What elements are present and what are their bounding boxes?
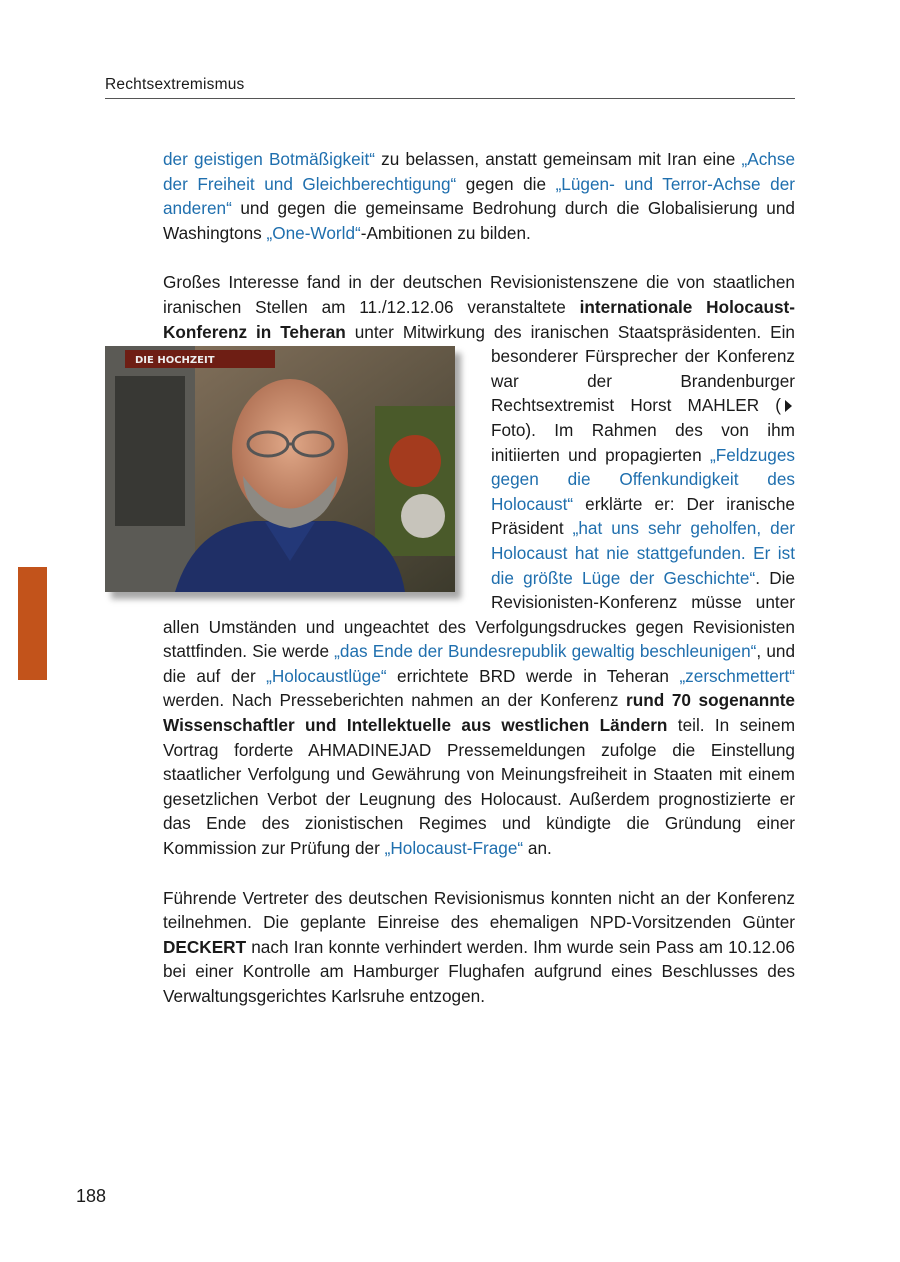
arrow-right-icon bbox=[785, 400, 792, 412]
page-number: 188 bbox=[76, 1186, 107, 1206]
text-run: teil. In seinem Vortrag forderte AHMADINEJAD Pressemeldungen zufolge die Einstellung staatlicher Verfolgung und Gewährung von Meinungsfreiheit in Staaten mit einem gesetzlichen Verbot der Leugnung des Holocaust. Außerdem prognostizierte er das Ende des zionistischen Regimes und kündigte die Gründung einer Kommission zur Prüfung der bbox=[163, 715, 796, 859]
paragraph-1 bbox=[163, 147, 795, 245]
quote: der geistigen Botmäßigkeit“ bbox=[163, 149, 375, 169]
running-head: Rechtsextremismus bbox=[105, 76, 795, 99]
text-run: , und die auf der bbox=[163, 641, 795, 686]
quote: „Achse der Freiheit und Gleichberechtigung“ bbox=[163, 149, 796, 194]
text-run: Führende Vertreter des deutschen Revisionismus konnten nicht an der Konferenz teilnehmen. Die geplante Einreise des ehemaligen NPD-Vorsitzenden Günter bbox=[163, 887, 795, 933]
quote: „One-World“ bbox=[266, 222, 361, 243]
paragraph-3 bbox=[163, 886, 795, 1009]
text-run: und gegen die gemeinsame Bedrohung durch die Globalisierung und Washingtons bbox=[163, 198, 795, 243]
text-run: . Die Revisionisten-Konferenz müsse unter allen Umständen und ungeachtet des Verfolgungsdruckes gegen Revisionisten stattfinden. Sie werde bbox=[163, 567, 795, 662]
text-run: erklärte er: Der iranische Präsident bbox=[491, 493, 795, 539]
body-text bbox=[135, 147, 796, 1034]
bold-run: rund 70 sogenannte Wissenschaftler und Intellektuelle aus westlichen Ländern bbox=[163, 690, 795, 736]
portrait-photo bbox=[105, 346, 455, 592]
quote: „Holocaust-Frage“ bbox=[384, 838, 524, 859]
bold-run: DECKERT bbox=[163, 936, 247, 957]
sign-text: DIE HOCHZEIT bbox=[135, 355, 215, 367]
text-run: nach Iran konnte verhindert werden. Ihm wurde sein Pass am 10.12.06 bei einer Kontrolle am Hamburger Flughafen aufgrund eines Beschlusses des Verwaltungsgerichtes Karlsruhe entzogen. bbox=[163, 936, 795, 1006]
text-run: -Ambitionen zu bilden. bbox=[360, 222, 531, 243]
paragraph-2 bbox=[135, 270, 796, 860]
text-run: errichtete BRD werde in Teheran bbox=[386, 665, 680, 686]
text-run: zu belassen, anstatt gemeinsam mit Iran eine bbox=[375, 149, 742, 169]
text-run: Foto). Im Rahmen des von ihm initiierten und propagierten bbox=[491, 419, 795, 465]
chapter-color-tab bbox=[18, 567, 47, 680]
quote: „Holocaustlüge“ bbox=[266, 665, 387, 686]
text-run: ranischen Staatspräsidenten. Ein besonderer Fürsprecher der Konferenz war der Brandenburger Rechtsextremist Horst MAHLER ( bbox=[491, 321, 795, 416]
quote: „das Ende der Bundesrepublik gewaltig beschleunigen“ bbox=[334, 641, 757, 662]
text-run: an. bbox=[523, 838, 552, 859]
text-run: Großes Interesse fand in der deutschen Revisionistenszene die von staatlichen iranischen Stellen am 11./12.12.06 veranstaltete bbox=[163, 272, 795, 317]
text-run: unter Mitwirkung des i bbox=[345, 321, 535, 342]
bold-run: internationale Holocaust-Konferenz in Teheran bbox=[163, 296, 795, 342]
text-run: gegen die bbox=[456, 173, 556, 194]
text-run: werden. Nach Presseberichten nahmen an der Konferenz bbox=[163, 690, 627, 711]
quote: „Feldzuges gegen die Offenkundigkeit des Holocaust“ bbox=[491, 444, 795, 514]
quote: „Lügen- und Terror-Achse der anderen“ bbox=[163, 173, 795, 219]
quote: „zerschmettert“ bbox=[679, 665, 796, 686]
quote: „hat uns sehr geholfen, der Holocaust hat nie stattgefunden. Er ist die größte Lüge der Geschichte“ bbox=[491, 518, 795, 588]
